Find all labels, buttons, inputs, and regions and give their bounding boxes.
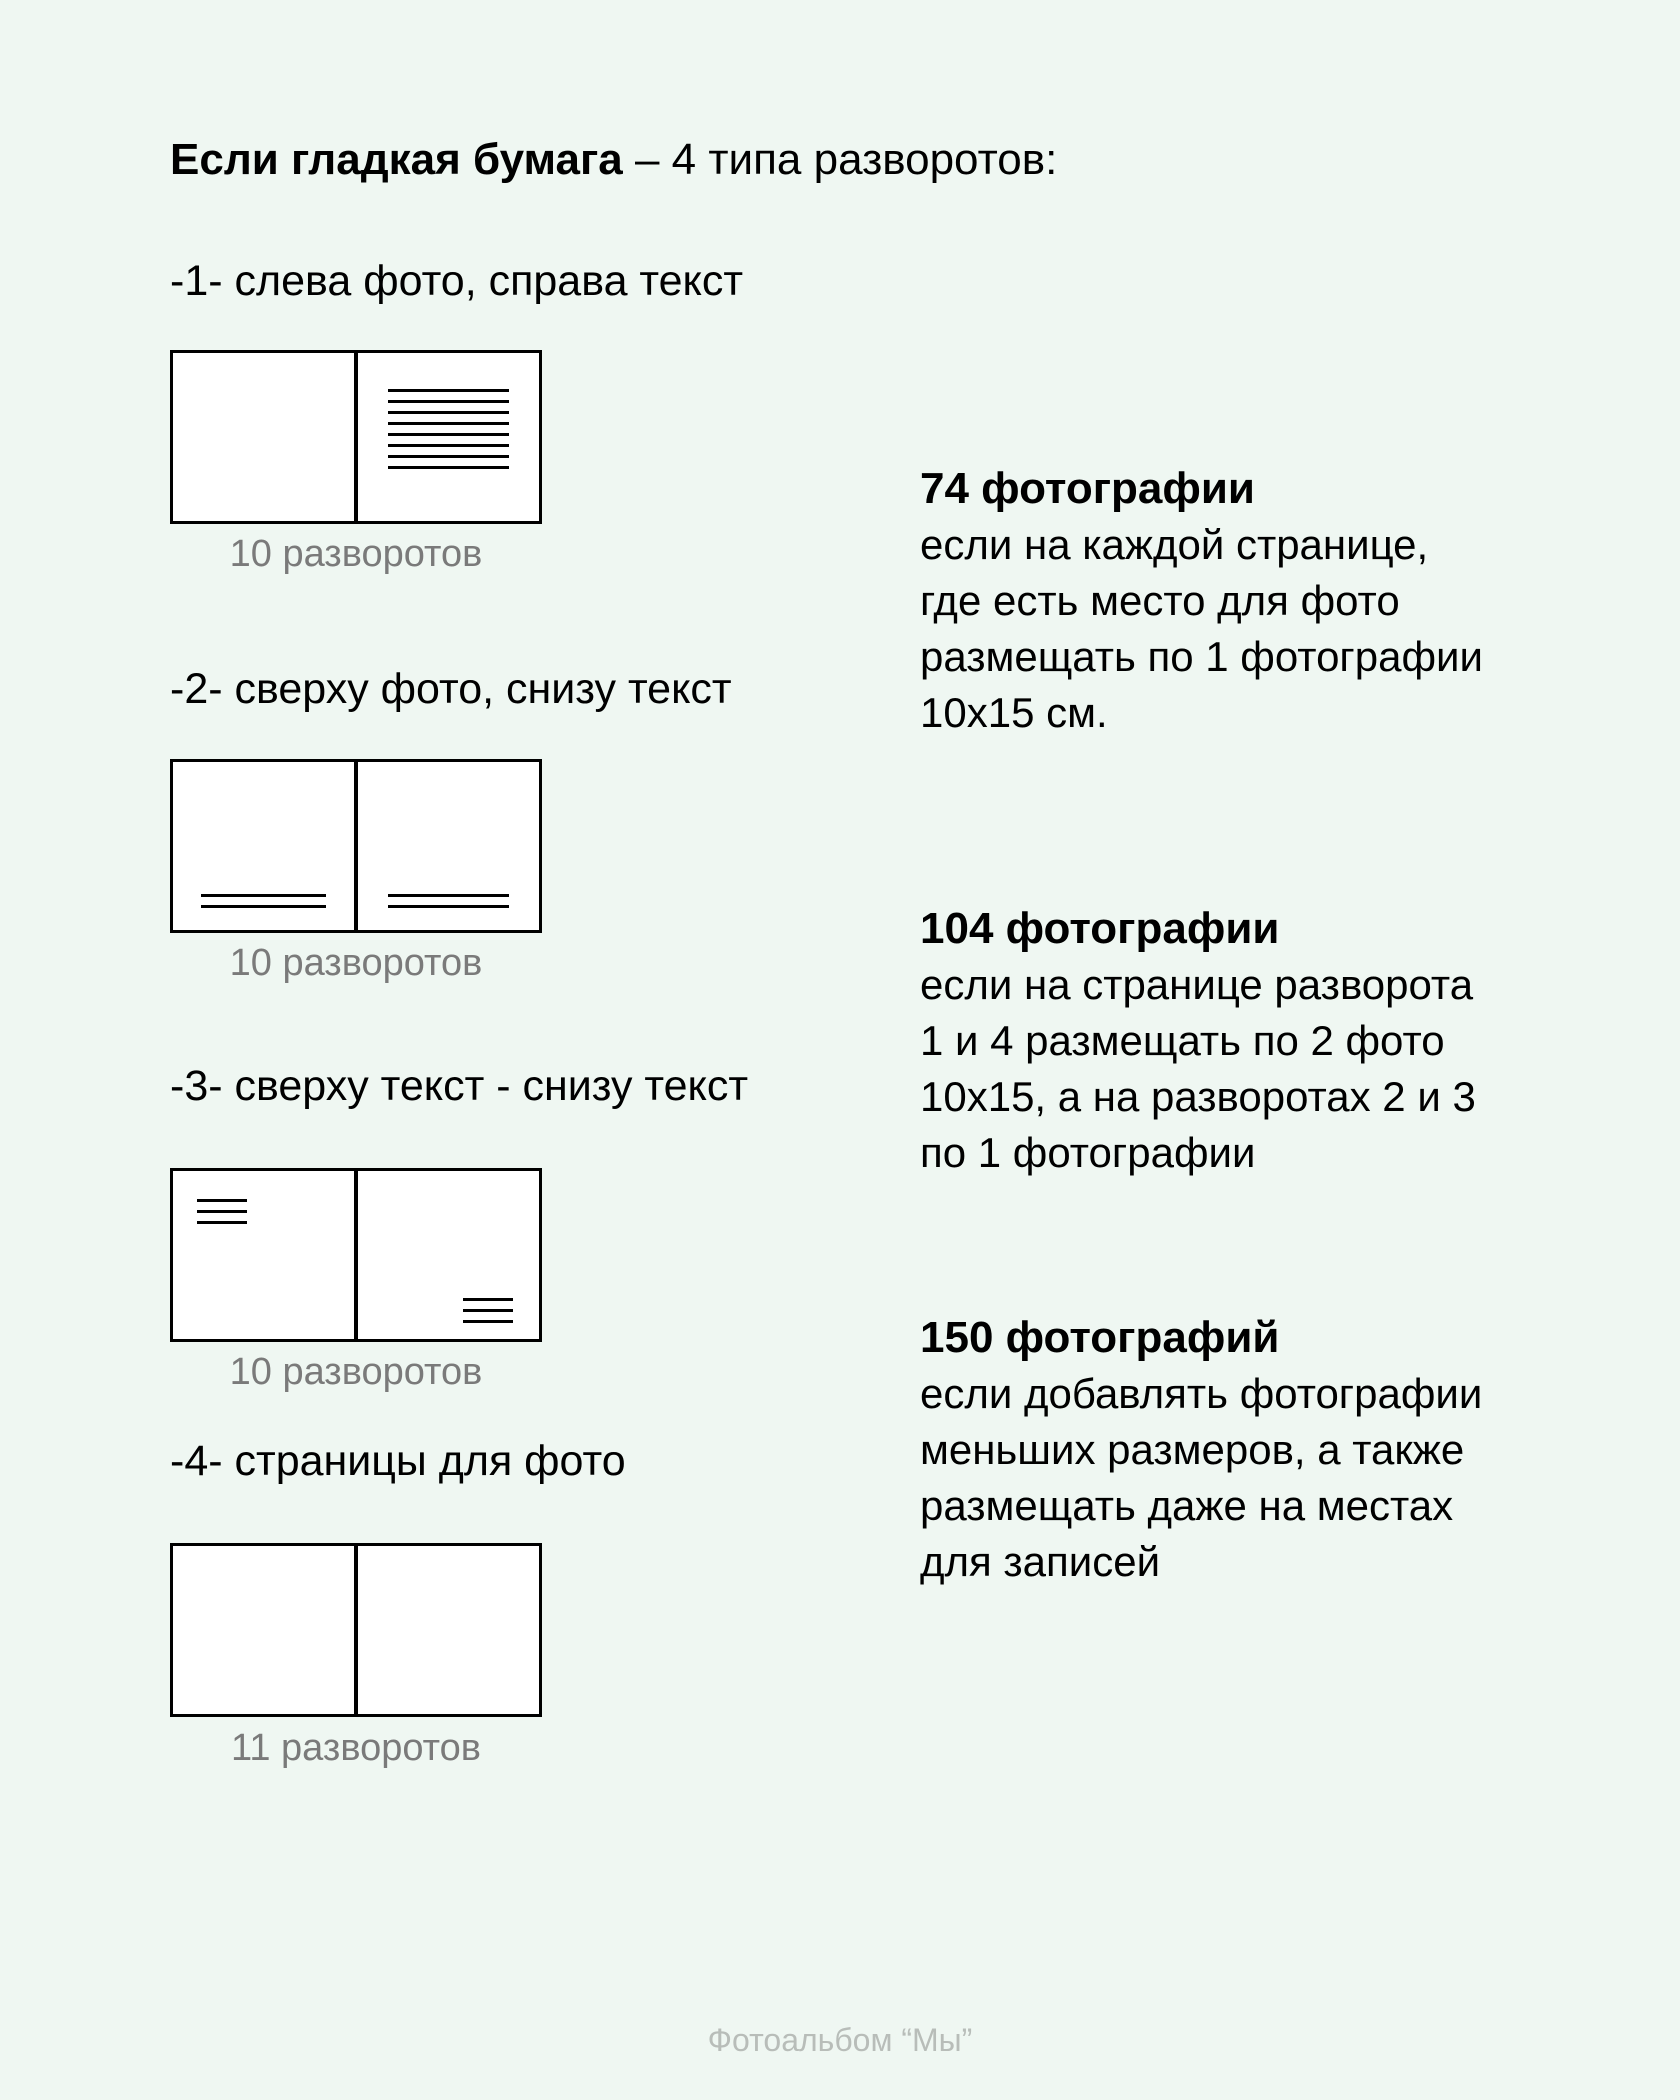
option-74-photos: [920, 461, 1560, 741]
spread-3-left-page: [173, 1171, 358, 1339]
spread-3-caption: 10 разворотов: [229, 1351, 483, 1393]
spread-1-label: -1- слева фото, справа текст: [170, 257, 744, 305]
spread-2-label: -2- сверху фото, снизу текст: [170, 665, 732, 713]
option-desc-line: размещать по 1 фотографии: [920, 633, 1483, 680]
spread-2-caption: 10 разворотов: [229, 942, 483, 984]
option-count: 74 фотографии: [920, 464, 1255, 513]
text-lines-icon: [388, 389, 509, 469]
spread-3-label: -3- сверху текст - снизу текст: [170, 1062, 749, 1110]
spread-4-left-page: [173, 1546, 358, 1714]
spread-1-caption: 10 разворотов: [229, 533, 483, 575]
option-count: 150 фотографий: [920, 1313, 1280, 1362]
option-desc-line: если на каждой странице,: [920, 521, 1429, 568]
spread-3-diagram: [170, 1168, 542, 1342]
spread-4-label: -4- страницы для фото: [170, 1437, 626, 1485]
heading-bold: Если гладкая бумага: [170, 135, 623, 184]
text-lines-icon: [388, 894, 509, 908]
spread-1-diagram: [170, 350, 542, 524]
spread-4-right-page: [358, 1546, 539, 1714]
heading-rest: – 4 типа разворотов:: [622, 135, 1058, 184]
spread-4-diagram: [170, 1543, 542, 1717]
spread-4-caption: 11 разворотов: [231, 1727, 481, 1769]
spread-2-left-page: [173, 762, 358, 930]
option-desc-line: размещать даже на местах: [920, 1482, 1454, 1529]
footer-brand: Фотоальбом “Мы”: [707, 2022, 973, 2058]
option-desc-line: если на странице разворота: [920, 961, 1474, 1008]
spread-2-right-page: [358, 762, 539, 930]
spread-3-right-page: [358, 1171, 539, 1339]
option-desc-line: 10х15 см.: [920, 689, 1108, 736]
text-lines-icon: [463, 1298, 513, 1323]
option-desc-line: для записей: [920, 1538, 1161, 1585]
option-count: 104 фотографии: [920, 904, 1280, 953]
option-desc-line: 10х15, а на разворотах 2 и 3: [920, 1073, 1476, 1120]
text-lines-icon: [197, 1199, 247, 1224]
option-desc-line: по 1 фотографии: [920, 1129, 1256, 1176]
option-desc-line: 1 и 4 размещать по 2 фото: [920, 1017, 1445, 1064]
option-desc-line: где есть место для фото: [920, 577, 1400, 624]
option-desc-line: меньших размеров, а также: [920, 1426, 1465, 1473]
option-desc-line: если добавлять фотографии: [920, 1370, 1483, 1417]
text-lines-icon: [201, 894, 326, 908]
spread-1-text-page: [358, 353, 539, 521]
spread-2-diagram: [170, 759, 542, 933]
page-heading: [170, 132, 1057, 188]
option-150-photos: [920, 1310, 1560, 1590]
spread-1-photo-page: [173, 353, 358, 521]
option-104-photos: [920, 901, 1560, 1181]
